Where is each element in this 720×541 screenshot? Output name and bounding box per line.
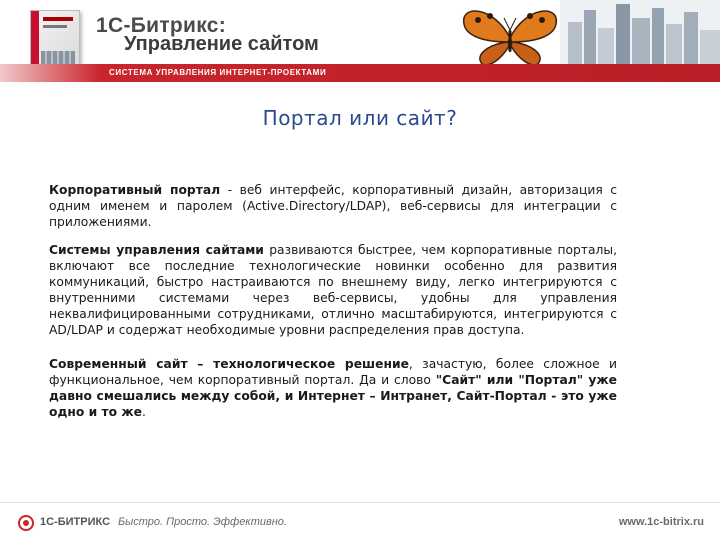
- slide-title: Портал или сайт?: [262, 106, 458, 130]
- term-modern-site: Современный сайт – технологическое решение: [49, 357, 409, 371]
- paragraph-text: развиваются быстрее, чем корпоративные порталы, включают все последние технологические новинки особенно для развития коммуникаций, быстро настраиваются по внешнему виду, легко интегрируются с внутренними системами через веб-сервисы, удобны для управления неквалифицированными сотрудниками, отлично масштабируются, интегрируются с AD/LDAP и содержат необходимые уровни распределения прав доступа.: [49, 243, 617, 337]
- slide-body: [49, 182, 617, 420]
- brand-title: 1С-Битрикс:: [96, 14, 227, 37]
- brand-subtitle: Управление сайтом: [124, 33, 319, 55]
- tagline-bar: [0, 64, 720, 82]
- slide-footer: [0, 502, 720, 541]
- tagline-text: СИСТЕМА УПРАВЛЕНИЯ ИНТЕРНЕТ-ПРОЕКТАМИ: [109, 68, 327, 77]
- bitrix-logo-icon: [18, 515, 34, 531]
- city-skyline-icon: [560, 0, 720, 64]
- paragraph-text: , зачастую, более сложное и функциональное, чем корпоративный портал. Да и слово: [49, 357, 617, 387]
- footer-brand: 1С-БИТРИКС: [40, 516, 111, 528]
- butterfly-icon: [450, 2, 570, 70]
- emphasis-site-portal: "Сайт" или "Портал" уже давно смешались между собой, и Интернет – Интранет, Сайт-Портал - это уже одно и то же: [49, 373, 617, 419]
- footer-slogan: Быстро. Просто. Эффективно.: [118, 516, 287, 528]
- paragraph-modern-site: [49, 356, 617, 420]
- term-cms: Системы управления сайтами: [49, 243, 264, 257]
- footer-url[interactable]: www.1c-bitrix.ru: [618, 516, 704, 528]
- paragraph-cms: [49, 242, 617, 338]
- paragraph-text: - веб интерфейс, корпоративный дизайн, авторизация с одним именем и паролем (Active.Directory/LDAP), веб-сервисы для интеграции с приложениями.: [49, 183, 617, 229]
- slide-header: [0, 0, 720, 82]
- paragraph-text: .: [141, 405, 146, 419]
- term-corporate-portal: Корпоративный портал: [49, 183, 221, 197]
- paragraph-corporate-portal: [49, 182, 617, 230]
